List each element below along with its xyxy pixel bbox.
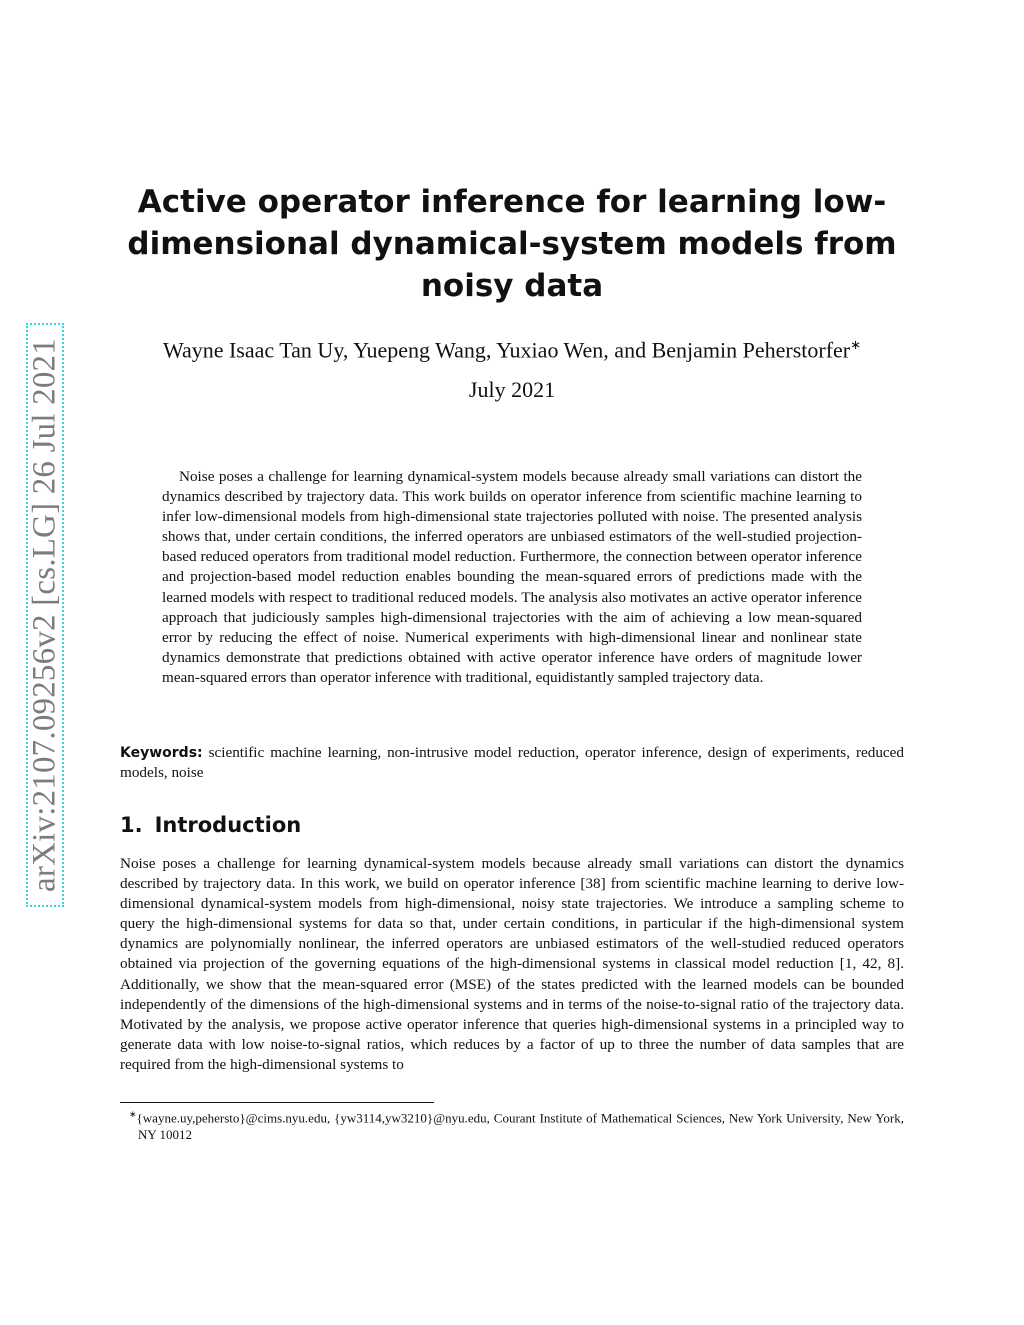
paper-title: Active operator inference for learning low-dimensional dynamical-system models from noisy data (127, 184, 897, 304)
section-heading-introduction (120, 810, 301, 840)
abstract: Noise poses a challenge for learning dynamical-system models because already small variations can distort the dynamics described by trajectory data. This work builds on operator inference from scientific machine learning to infer low-dimensional models from high-dimensional state trajectories polluted with noise. The presented analysis shows that, under certain conditions, the inferred operators are unbiased estimators of the well-studied projection-based reduced operators from traditional model reduction. Furthermore, the connection between operator inference and projection-based model reduction enables bounding the mean-squared errors of predictions made with the learned models with respect to traditional reduced models. The analysis also motivates an active operator inference approach that judiciously samples high-dimensional trajectories with the aim of achieving a low mean-squared error by reducing the effect of noise. Numerical experiments with high-dimensional linear and nonlinear state dynamics demonstrate that predictions obtained with active operator inference have orders of magnitude lower mean-squared errors than operator inference with traditional, equidistantly sampled trajectory data. (162, 468, 862, 686)
author-list (100, 331, 924, 364)
author-footnote-mark: ∗ (850, 337, 862, 352)
section-title: Introduction (154, 813, 302, 837)
footnote (120, 1106, 904, 1143)
author-names: Wayne Isaac Tan Uy, Yuepeng Wang, Yuxiao Wen, and Benjamin Peherstorfer (162, 337, 851, 363)
keywords-label: Keywords: (120, 745, 203, 761)
publication-date: July 2021 (468, 377, 556, 402)
footnote-divider (120, 1102, 434, 1103)
footnote-mark: ∗ (129, 1109, 137, 1119)
keywords-block (120, 743, 904, 783)
arxiv-identifier-stamp (26, 323, 64, 907)
section-number: 1. (120, 813, 143, 837)
footnote-text: {wayne.uy,pehersto}@cims.nyu.edu, {yw3114,yw3210}@nyu.edu, Courant Institute of Mathematical Sciences, New York University, New York, NY 10012 (136, 1110, 904, 1143)
keywords-text: scientific machine learning, non-intrusive model reduction, operator inference, design of experiments, reduced models, noise (120, 744, 905, 781)
arxiv-identifier-text: arXiv:2107.09256v2 [cs.LG] 26 Jul 2021 (26, 338, 63, 892)
introduction-paragraph: Noise poses a challenge for learning dynamical-system models because already small variations can distort the dynamics described by trajectory data. In this work, we build on operator inference [38] from scientific machine learning to derive low-dimensional dynamical-system models from high-dimensional, noisy state trajectories. We introduce a sampling scheme to query the high-dimensional systems for data so that, under certain conditions, in particular if the high-dimensional system dynamics are polynomially nonlinear, the inferred operators are unbiased estimators of the well-studied reduced operators obtained via projection of the governing equations of the high-dimensional systems in classical model reduction [1, 42, 8]. Additionally, we show that the mean-squared error (MSE) of the states predicted with the learned models can be bounded independently of the dimensions of the high-dimensional systems and in terms of the noise-to-signal ratio of the trajectory data. Motivated by the analysis, we propose active operator inference that queries high-dimensional systems in a principled way to generate data with low noise-to-signal ratios, which reduces by a factor of up to three the number of data samples that are required from the high-dimensional systems to (120, 855, 904, 1073)
